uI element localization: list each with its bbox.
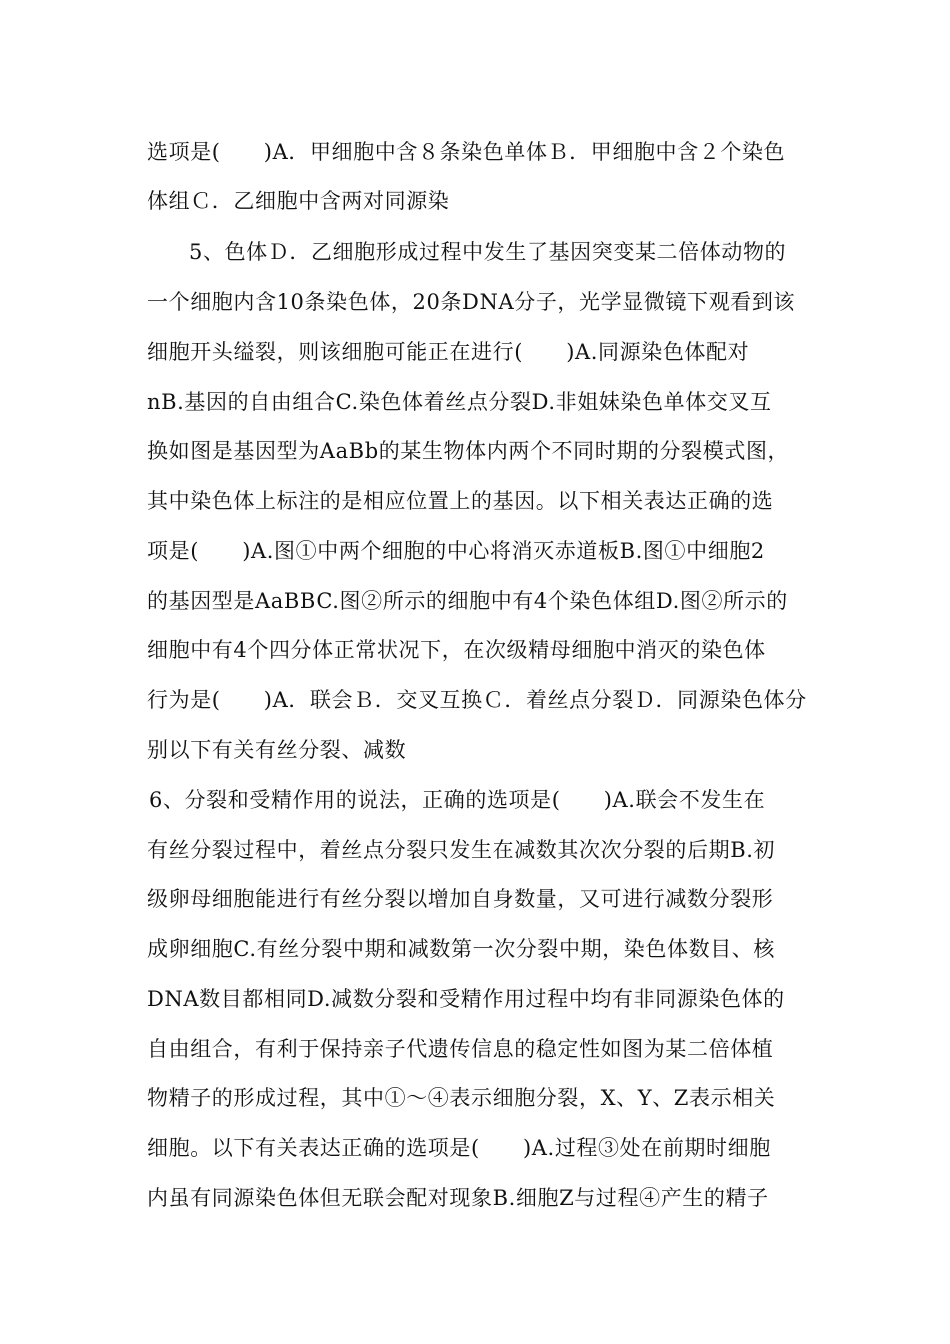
text-line: 内虽有同源染色体但无联会配对现象B.细胞Z与过程④产生的精子 bbox=[147, 1186, 769, 1210]
text-line: 自由组合，有利于保持亲子代遗传信息的稳定性如图为某二倍体植 bbox=[147, 1037, 774, 1061]
text-line: 级卵母细胞能进行有丝分裂以增加自身数量，又可进行减数分裂形 bbox=[147, 887, 774, 911]
text-line: 体组Ｃ．乙细胞中含两对同源染 bbox=[147, 189, 450, 213]
text-line: 5、色体Ｄ．乙细胞形成过程中发生了基因突变某二倍体动物的 bbox=[189, 240, 787, 264]
text-line: 的基因型是AaBBC.图②所示的细胞中有4个染色体组D.图②所示的 bbox=[147, 589, 788, 613]
text-line: 项是( )A.图①中两个细胞的中心将消灭赤道板B.图①中细胞2 bbox=[147, 539, 765, 563]
text-line: 细胞中有4个四分体正常状况下，在次级精母细胞中消灭的染色体 bbox=[147, 638, 766, 662]
text-line: 6、分裂和受精作用的说法，正确的选项是( )A.联会不发生在 bbox=[149, 788, 766, 812]
text-line: 成卵细胞C.有丝分裂中期和减数第一次分裂中期，染色体数目、核 bbox=[147, 937, 775, 961]
text-line: 别以下有关有丝分裂、减数 bbox=[147, 738, 407, 762]
text-line: 物精子的形成过程，其中①～④表示细胞分裂，X、Y、Z表示相关 bbox=[147, 1086, 776, 1110]
text-line: 细胞。以下有关表达正确的选项是( )A.过程③处在前期时细胞 bbox=[147, 1136, 771, 1160]
text-line: 选项是( )A．甲细胞中含８条染色单体Ｂ．甲细胞中含２个染色 bbox=[147, 140, 786, 164]
text-line: nB.基因的自由组合C.染色体着丝点分裂D.非姐妹染色单体交叉互 bbox=[147, 390, 772, 414]
text-line: 其中染色体上标注的是相应位置上的基因。以下相关表达正确的选 bbox=[147, 489, 774, 513]
text-line: 行为是( )A．联会Ｂ．交叉互换Ｃ．着丝点分裂Ｄ．同源染色体分 bbox=[147, 688, 807, 712]
text-line: 换如图是基因型为AaBb的某生物体内两个不同时期的分裂模式图， bbox=[147, 439, 790, 463]
text-line: DNA数目都相同D.减数分裂和受精作用过程中均有非同源染色体的 bbox=[147, 987, 785, 1011]
text-line: 一个细胞内含10条染色体，20条DNA分子，光学显微镜下观看到该 bbox=[147, 290, 796, 314]
text-line: 有丝分裂过程中，着丝点分裂只发生在减数其次次分裂的后期B.初 bbox=[147, 838, 776, 862]
text-line: 细胞开头缢裂，则该细胞可能正在进行( )A.同源染色体配对 bbox=[147, 340, 750, 364]
